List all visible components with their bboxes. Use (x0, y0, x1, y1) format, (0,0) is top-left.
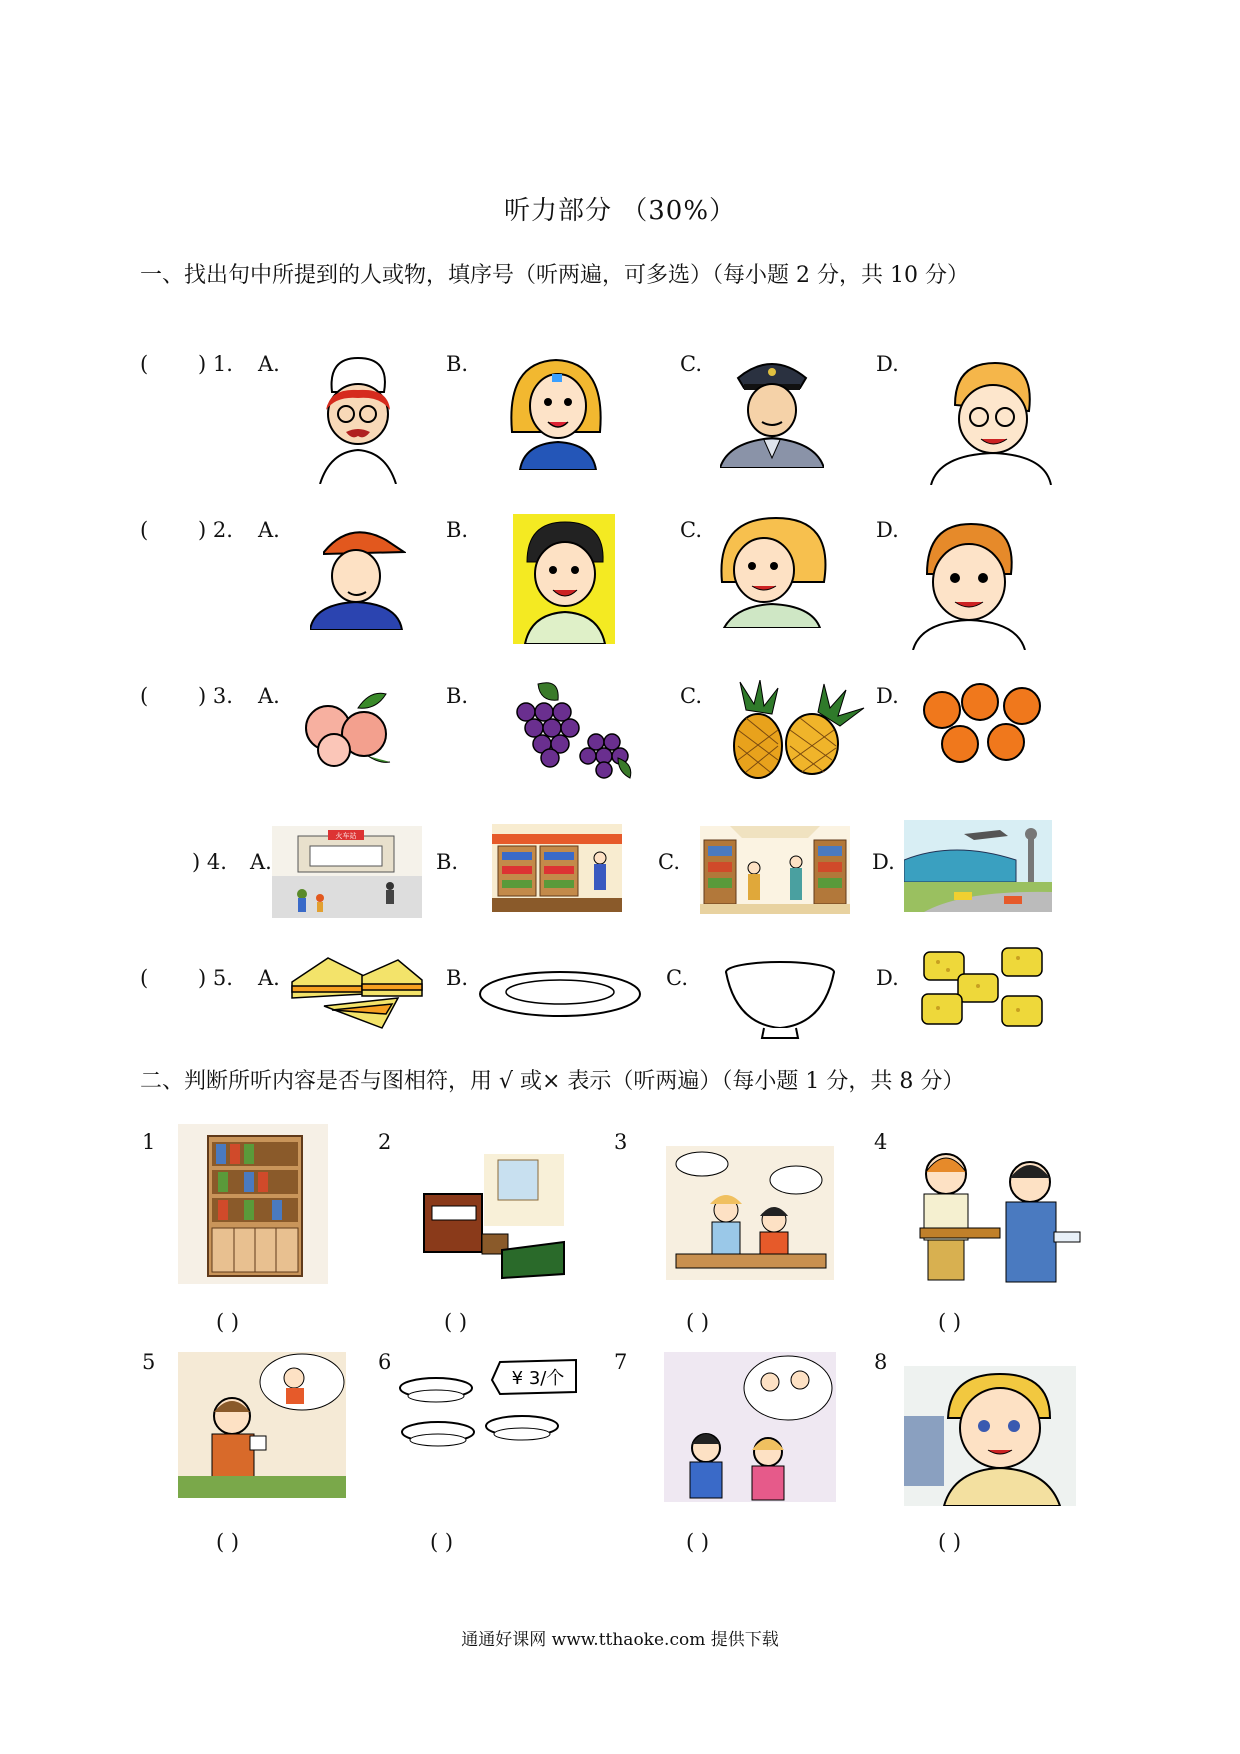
answer-blank[interactable]: ( ) (938, 1310, 962, 1334)
people-talking-picture (664, 1352, 836, 1502)
bowl-picture (722, 956, 838, 1042)
item-number-5: 5 (142, 1350, 156, 1374)
bedroom-picture (418, 1150, 568, 1280)
answer-blank[interactable]: ( ) (444, 1310, 468, 1334)
item-number-7: 7 (614, 1350, 628, 1374)
question-number-5: ) 5. (198, 966, 233, 990)
train-station-picture (272, 826, 422, 918)
option-c-label: C. (658, 850, 680, 874)
item-number-1: 1 (142, 1130, 156, 1154)
page-title: 听力部分 （30%） (503, 196, 737, 226)
option-c-label: C. (680, 684, 702, 708)
answer-blank[interactable]: ( ) (686, 1530, 710, 1554)
option-a-label: A. (258, 518, 280, 542)
question-number-3: ) 3. (198, 684, 233, 708)
option-a-label: A. (258, 966, 280, 990)
sandwiches-picture (288, 954, 426, 1030)
peaches-picture (298, 684, 394, 768)
two-boys-picture (906, 1144, 1084, 1290)
option-c-label: C. (680, 352, 702, 376)
child-picture (904, 1366, 1076, 1506)
option-c-label: C. (666, 966, 688, 990)
chef-picture (310, 352, 410, 484)
option-a-label: A. (250, 850, 272, 874)
option-b-label: B. (446, 684, 469, 708)
item-number-6: 6 (378, 1350, 392, 1374)
answer-blank[interactable]: ( ) (686, 1310, 710, 1334)
item-number-2: 2 (378, 1130, 392, 1154)
option-d-label: D. (876, 352, 899, 376)
item-number-8: 8 (874, 1350, 888, 1374)
option-a-label: A. (258, 684, 280, 708)
airport-picture (904, 820, 1052, 912)
question-number-1: ) 1. (198, 352, 233, 376)
bookcase-picture (178, 1124, 328, 1284)
boy-picture (513, 514, 615, 644)
pineapples-picture (720, 680, 866, 780)
plate-picture (476, 966, 644, 1024)
boy-eating-picture (178, 1352, 346, 1498)
answer-blank-5: ( (140, 966, 149, 990)
section-1-heading: 一、找出句中所提到的人或物，填序号（听两遍，可多选）（每小题 2 分，共 10 分） (140, 263, 969, 288)
grapes-picture (500, 678, 636, 782)
answer-blank[interactable]: ( ) (938, 1530, 962, 1554)
option-c-label: C. (680, 518, 702, 542)
girl-picture (502, 352, 610, 470)
option-b-label: B. (436, 850, 459, 874)
cafe-scene-picture (666, 1146, 834, 1280)
option-b-label: B. (446, 518, 469, 542)
woman-picture (716, 512, 832, 628)
option-d-label: D. (876, 684, 899, 708)
price-tag: ¥ 3/个 (511, 1368, 565, 1389)
option-d-label: D. (872, 850, 895, 874)
item-number-4: 4 (874, 1130, 888, 1154)
option-d-label: D. (876, 518, 899, 542)
option-a-label: A. (258, 352, 280, 376)
section-2-heading: 二、判断所听内容是否与图相符，用 √ 或× 表示（听两遍）（每小题 1 分，共 8 分） (140, 1069, 965, 1094)
item-number-3: 3 (614, 1130, 628, 1154)
grandpa-picture (925, 355, 1055, 485)
shop-picture (492, 824, 622, 912)
answer-blank[interactable]: ( ) (430, 1530, 454, 1554)
answer-blank-2: ( (140, 518, 149, 542)
library-picture (700, 826, 850, 914)
option-b-label: B. (446, 966, 469, 990)
biscuits-picture (918, 944, 1048, 1036)
footer-text: 通通好课网 www.tthaoke.com 提供下载 (461, 1630, 779, 1650)
answer-blank[interactable]: ( ) (216, 1530, 240, 1554)
worker-picture (310, 518, 406, 630)
policeman-picture (720, 350, 824, 468)
oranges-picture (918, 680, 1048, 768)
option-d-label: D. (876, 966, 899, 990)
answer-blank-1: ( (140, 352, 149, 376)
option-b-label: B. (446, 352, 469, 376)
station-sign: 火车站 (335, 832, 357, 840)
bowls-price-picture (396, 1352, 582, 1468)
man-picture (905, 518, 1035, 650)
question-number-4: ) 4. (192, 850, 227, 874)
answer-blank-3: ( (140, 684, 149, 708)
answer-blank[interactable]: ( ) (216, 1310, 240, 1334)
question-number-2: ) 2. (198, 518, 233, 542)
